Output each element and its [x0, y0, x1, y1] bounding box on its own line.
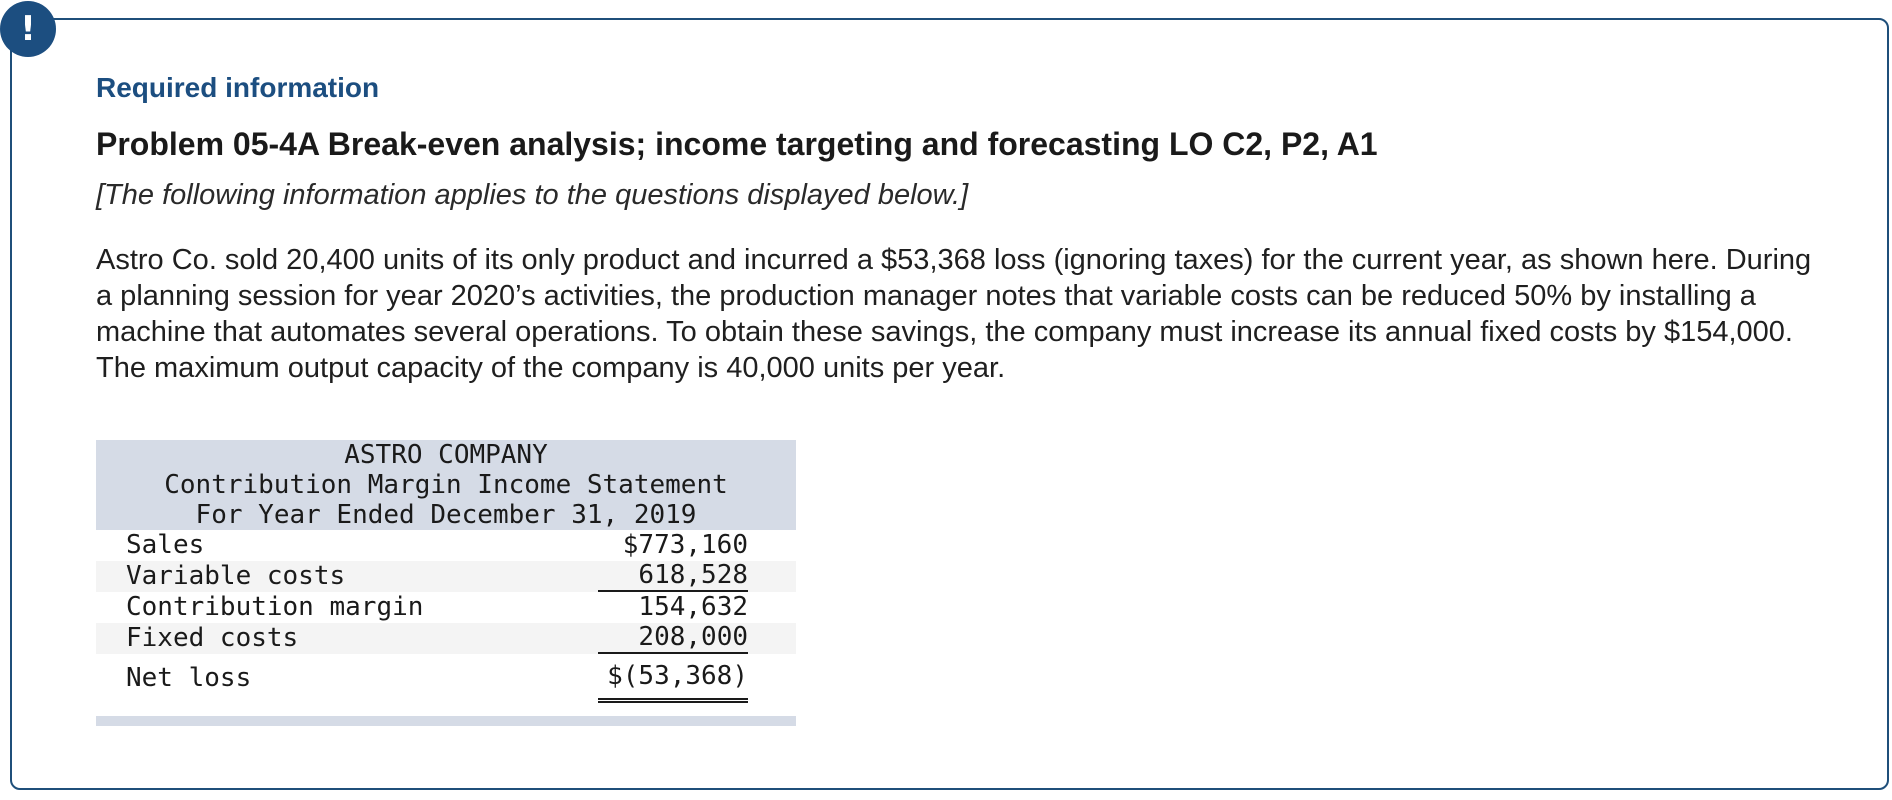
row-amount: $(53,368) [598, 654, 748, 703]
statement-company: ASTRO COMPANY [344, 440, 548, 470]
statement-period: For Year Ended December 31, 2019 [195, 500, 697, 530]
row-amount: 618,528 [598, 561, 748, 592]
required-information-heading: Required information [96, 72, 380, 103]
problem-description: Astro Co. sold 20,400 units of its only product and incurred a $53,368 loss (ignoring taxes) for the current year, as shown here. During a planning session for year 2020’s activities, the production manager notes that variable costs can be reduced 50% by installing a machine that automates several operations. To obtain these savings, the company must increase its annual fixed costs by $154,000. The maximum output capacity of the company is 40,000 units per year. [96, 244, 1812, 384]
row-amount: 208,000 [598, 623, 748, 654]
card-content [96, 70, 1836, 416]
row-label: Net loss [126, 663, 252, 693]
statement-header [96, 440, 796, 530]
row-label: Variable costs [126, 561, 346, 591]
table-row-fixed-costs [96, 623, 796, 654]
table-row-variable-costs [96, 561, 796, 592]
statement-title: Contribution Margin Income Statement [164, 470, 728, 500]
table-row-sales [96, 530, 796, 561]
alert-icon: ! [0, 1, 56, 57]
table-row-contribution-margin [96, 592, 796, 623]
row-label: Contribution margin [126, 592, 424, 622]
row-label: Fixed costs [126, 623, 299, 653]
instruction-note: [The following information applies to the questions displayed below.] [96, 179, 969, 211]
row-amount: 154,632 [638, 592, 748, 622]
statement-footer-bar [96, 716, 796, 726]
row-label: Sales [126, 530, 205, 560]
row-amount: $773,160 [622, 530, 748, 560]
income-statement-table [96, 440, 796, 726]
table-row-net-loss [96, 654, 796, 702]
problem-title: Problem 05-4A Break-even analysis; income targeting and forecasting LO C2, P2, A1 [96, 126, 1378, 162]
